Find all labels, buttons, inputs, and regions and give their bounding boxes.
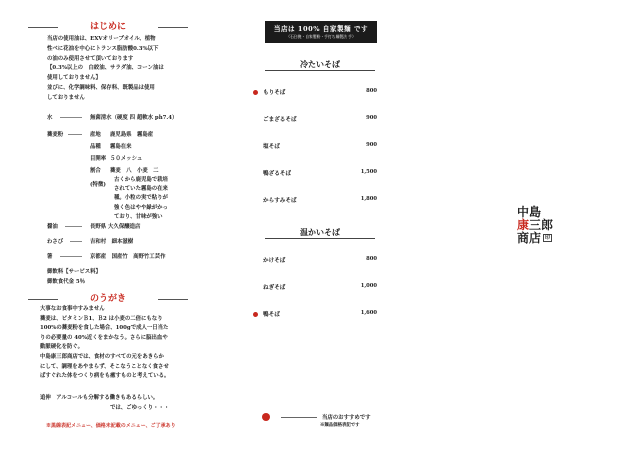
menu-item-price: 900 [366, 142, 377, 148]
buckwheat-row-value: 霧島在来 [110, 144, 132, 150]
menu-item-name: ねぎそば [263, 285, 286, 291]
menu-item-name: もりそば [263, 90, 286, 96]
notice-line: りの必要量の 40%近くをまかなう。さらに脳出血や [40, 334, 168, 341]
brand-seal-icon: 印 [545, 235, 551, 241]
chopsticks-value: 京都産 国産竹 高野竹工芸作 [90, 254, 166, 260]
service-line: 御飲食代金 5％ [47, 279, 85, 285]
menu-item-name: 鴨ざるそば [263, 171, 291, 177]
banner [265, 21, 377, 43]
brand-line: 中島 [517, 205, 542, 219]
buckwheat-row-label: 目開率 [90, 156, 107, 162]
menu-item-price: 1,600 [360, 310, 377, 316]
chopsticks-label: 箸 [47, 254, 53, 260]
water-value: 無菌清水（硬度 四 超軟水 ph7.4） [90, 115, 178, 121]
feature-label: (特徴) [90, 182, 106, 188]
divider [65, 226, 82, 227]
feature-line: 種。小粒の実で粘りが [114, 195, 168, 202]
notice-line: 大事なお食事中すみません [40, 306, 105, 312]
notice-line: 100%の蕎麦粉を食した場合、100gで成人一日当た [40, 325, 169, 332]
notice-footer: 追伸 アルコールも分解する働きもあるらしい。 [40, 395, 159, 401]
feature-line: 強く色はやや緑がかっ [114, 204, 168, 211]
divider [70, 241, 82, 242]
intro-line: 性べに花油を中心にトランス脂肪酸0.3%以下 [47, 45, 159, 52]
intro-line: の油のみ使用させて頂いております [47, 55, 134, 62]
legend-rule [281, 417, 317, 418]
feature-text [114, 176, 168, 222]
menu-item-name: 鴨そば [263, 312, 280, 318]
intro-line: しておりません [47, 94, 85, 101]
buckwheat-row-label: 産地 [90, 132, 101, 138]
menu-item-name: ごまざるそば [263, 117, 297, 123]
intro-line: 【0.3%以上の 白絞油、サラダ油、コーン油は [47, 65, 164, 72]
intro-line: 使用しておりません】 [47, 75, 101, 82]
water-label: 水 [47, 115, 53, 121]
soy-label: 醤油 [47, 224, 58, 230]
cold-heading-rule [265, 70, 375, 71]
divider [60, 256, 82, 257]
menu-item-price: 800 [366, 256, 377, 262]
brand-line-rest: 三郎 [529, 218, 554, 232]
recommend-legend-icon [262, 413, 270, 421]
hot-heading: 温かいそば [300, 227, 340, 237]
recommend-sub: ※麺品価格表記です [320, 423, 360, 428]
buckwheat-row-value: 蕎麦 八 小麦 二 [110, 168, 159, 174]
intro-line: 当店の使用油は、EXVオリーブオイル、植物 [47, 36, 156, 42]
divider [68, 134, 82, 135]
notice-heading: のうがき [58, 291, 158, 304]
intro-line: 並びに、化学調味料、保存料、既製品は使用 [47, 84, 155, 91]
brand-red-char: 康 [517, 218, 530, 232]
banner-subtitle: （石臼挽・自家製粉・手打ち麺製法 手） [286, 34, 356, 39]
divider [60, 117, 82, 118]
soy-value: 長野県 大久保醸造店 [90, 224, 141, 230]
brand-line-text: 商店 [517, 231, 542, 245]
bottom-note: ※黒線表記メニュー、価格未記載のメニュー、ご了承あり [46, 423, 176, 429]
menu-item-price: 1,800 [360, 196, 377, 202]
intro-text [47, 35, 164, 104]
buckwheat-row-label: 品種 [90, 144, 101, 150]
buckwheat-row-label: 割合 [90, 168, 101, 174]
feature-line: されていた霧島の在来 [114, 186, 168, 193]
menu-item-name: からすみそば [263, 198, 297, 204]
notice-line: 動脈硬化を防ぐ。 [40, 344, 84, 351]
menu-item-price: 1,000 [360, 283, 377, 289]
notice-text [40, 305, 169, 382]
buckwheat-row-value: ５０メッシュ [110, 156, 143, 162]
service-line: 御飲料【サービス料】 [47, 269, 101, 275]
notice-line: にして、調理をあやまらず、そこなうことなく食させ [40, 363, 169, 370]
menu-item-name: かけそば [263, 258, 286, 264]
menu-item-name: 塩そば [263, 144, 280, 150]
hot-heading-rule [265, 238, 375, 239]
notice-footer-end: では、ごゆっくり・・・ [110, 405, 170, 411]
recommend-mark-icon [253, 90, 258, 95]
feature-line: ており、甘味が強い [114, 213, 163, 220]
notice-line: ばすぐれた体をつくり病をも癒すものと考えている。 [40, 373, 170, 380]
buckwheat-label: 蕎麦粉 [47, 132, 64, 138]
brand-logo [517, 206, 553, 245]
cold-heading: 冷たいそば [300, 59, 340, 69]
wasabi-label: わさび [47, 239, 64, 245]
banner-title: 当店は 100% 自家製麺 です [273, 25, 369, 33]
buckwheat-row-value: 鹿児島県 霧島産 [110, 132, 154, 138]
brand-line [517, 232, 553, 245]
intro-heading: はじめに [58, 19, 158, 32]
wasabi-value: 吉和村 細本滋樹 [90, 239, 134, 245]
feature-line: 古くから鹿児島で栽培 [114, 177, 168, 183]
menu-item-price: 1,500 [360, 169, 377, 175]
menu-item-price: 800 [366, 88, 377, 94]
notice-line: 蕎麦は、ビタミンＢ1、Ｂ2 は小麦の二倍にもなり [40, 315, 163, 322]
recommend-label: 当店のおすすめです [322, 415, 371, 421]
recommend-mark-icon [253, 312, 258, 317]
menu-item-price: 900 [366, 115, 377, 121]
notice-line: 中島康三郎商店では、食材のすべての元をあきらか [40, 353, 164, 360]
